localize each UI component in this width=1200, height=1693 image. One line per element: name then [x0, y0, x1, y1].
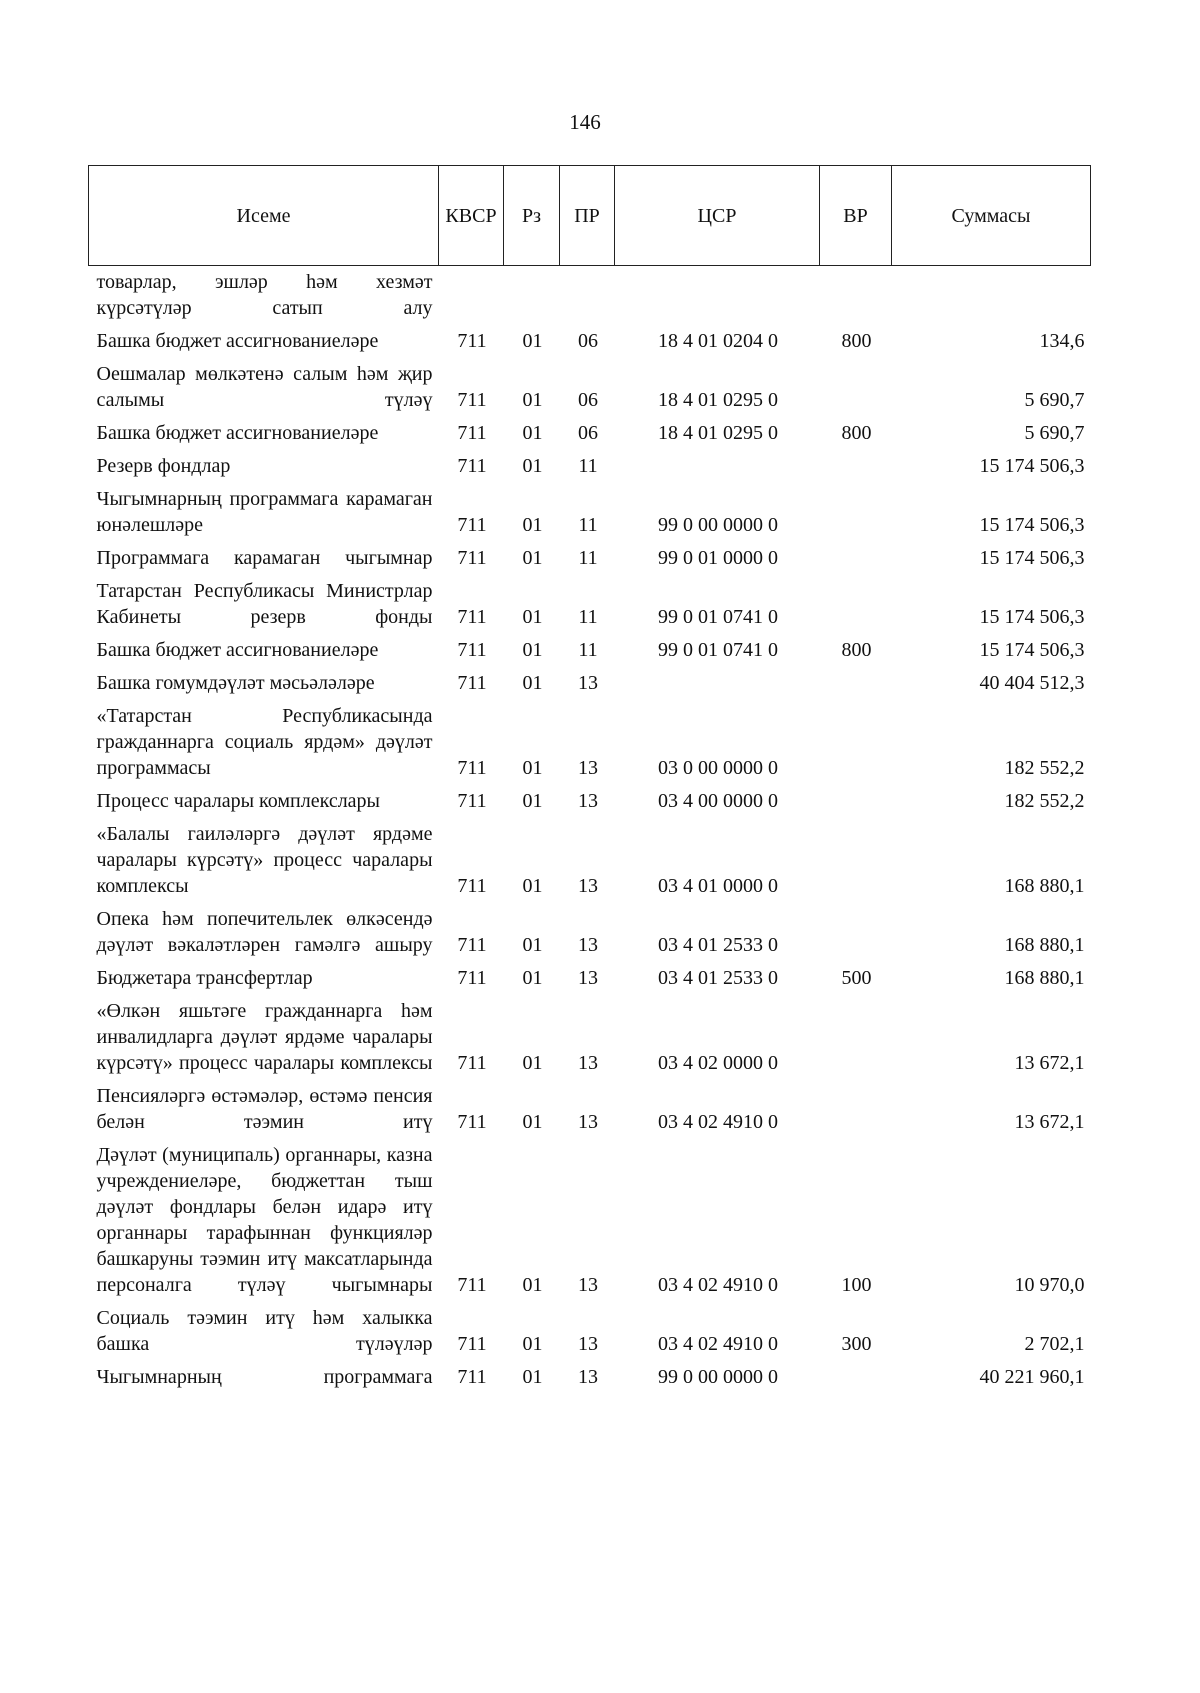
cell-vr	[820, 266, 892, 325]
cell-csr: 03 4 02 0000 0	[658, 1052, 778, 1074]
cell-name: Оешмалар мөлкәтенә салым һәм җир салымы түләү	[96, 363, 433, 411]
cell-sum: 2 702,1	[1024, 1333, 1085, 1355]
cell-pr: 06	[578, 389, 598, 411]
cell-sum: 10 970,0	[1014, 1274, 1085, 1296]
table-row	[89, 324, 1091, 357]
cell-vr	[820, 902, 892, 961]
cell-pr: 06	[578, 330, 598, 352]
header-kvsr: КВСР	[439, 166, 504, 266]
table-row	[89, 266, 1091, 325]
table-row	[89, 574, 1091, 633]
cell-sum: 182 552,2	[1004, 757, 1085, 779]
cell-pr	[560, 266, 615, 325]
table-row	[89, 994, 1091, 1079]
cell-vr: 500	[841, 967, 872, 989]
cell-csr: 03 4 02 4910 0	[658, 1111, 778, 1133]
cell-kvsr	[439, 266, 504, 325]
header-rz: Рз	[504, 166, 560, 266]
table-body	[89, 266, 1091, 1394]
cell-pr: 06	[578, 422, 598, 444]
cell-name: Башка бюджет ассигнованиеләре	[96, 330, 379, 352]
cell-vr	[820, 449, 892, 482]
cell-csr: 99 0 01 0741 0	[658, 639, 778, 661]
cell-vr	[820, 784, 892, 817]
table-row	[89, 1138, 1091, 1301]
cell-kvsr: 711	[457, 639, 487, 661]
cell-pr: 11	[578, 639, 598, 661]
cell-name: Башка бюджет ассигнованиеләре	[96, 639, 379, 661]
cell-kvsr: 711	[457, 330, 487, 352]
cell-kvsr: 711	[457, 1274, 487, 1296]
cell-vr: 100	[841, 1274, 872, 1296]
cell-csr: 03 4 01 0000 0	[658, 875, 778, 897]
table-row	[89, 357, 1091, 416]
cell-vr	[820, 1360, 892, 1393]
cell-name: Башка бюджет ассигнованиеләре	[96, 422, 379, 444]
cell-csr	[615, 449, 820, 482]
cell-sum: 168 880,1	[1004, 934, 1085, 956]
table-row	[89, 449, 1091, 482]
cell-rz: 01	[522, 639, 543, 661]
cell-rz: 01	[522, 790, 543, 812]
cell-name: Программага карамаган чыгымнар	[96, 547, 433, 569]
cell-pr: 13	[578, 757, 598, 779]
cell-kvsr: 711	[457, 967, 487, 989]
cell-sum: 40 404 512,3	[979, 672, 1085, 694]
cell-vr: 800	[841, 330, 872, 352]
table-row	[89, 416, 1091, 449]
cell-kvsr: 711	[457, 606, 487, 628]
cell-kvsr: 711	[457, 875, 487, 897]
cell-name: Опека һәм попечительлек өлкәсендә дәүләт вәкаләтләрен гамәлгә ашыру	[96, 908, 433, 956]
cell-rz: 01	[522, 1052, 543, 1074]
cell-pr: 13	[578, 967, 598, 989]
cell-rz: 01	[522, 422, 543, 444]
cell-name: товарлар, эшләр һәм хезмәт күрсәтүләр сатып алу	[96, 271, 433, 319]
cell-csr: 03 4 02 4910 0	[658, 1274, 778, 1296]
cell-pr: 11	[578, 455, 598, 477]
cell-vr: 800	[841, 422, 872, 444]
cell-vr: 300	[841, 1333, 872, 1355]
cell-sum: 13 672,1	[1014, 1052, 1085, 1074]
header-sum: Суммасы	[892, 166, 1091, 266]
cell-kvsr: 711	[457, 934, 487, 956]
cell-name: «Өлкән яшьтәге гражданнарга һәм инвалидларга дәүләт ярдәме чаралары күрсәтү» процесс чаралары комплексы	[96, 1000, 433, 1074]
cell-name: Процесс чаралары комплекслары	[96, 790, 380, 812]
table-row	[89, 1079, 1091, 1138]
cell-vr	[820, 482, 892, 541]
cell-kvsr: 711	[457, 790, 487, 812]
cell-pr: 11	[578, 514, 598, 536]
cell-rz: 01	[522, 1366, 543, 1388]
cell-pr: 13	[578, 1111, 598, 1133]
cell-kvsr: 711	[457, 422, 487, 444]
cell-name: Дәүләт (муниципаль) органнары, казна учреждениеләре, бюджеттан тыш дәүләт фондлары белән идарә итү органнары тарафыннан функцияләр башкаруны тәэмин итү максатларында персоналга түләү чыгымнары	[96, 1144, 433, 1296]
cell-vr	[820, 817, 892, 902]
cell-pr: 13	[578, 790, 598, 812]
cell-sum: 168 880,1	[1004, 875, 1085, 897]
header-vr: ВР	[820, 166, 892, 266]
cell-sum: 15 174 506,3	[979, 455, 1085, 477]
cell-kvsr: 711	[457, 672, 487, 694]
cell-name: Пенсияләргә өстәмәләр, өстәмә пенсия белән тәэмин итү	[96, 1085, 433, 1133]
cell-pr: 11	[578, 606, 598, 628]
cell-rz: 01	[522, 606, 543, 628]
table-row	[89, 784, 1091, 817]
cell-vr	[820, 666, 892, 699]
cell-kvsr: 711	[457, 757, 487, 779]
cell-rz: 01	[522, 547, 543, 569]
cell-csr: 03 0 00 0000 0	[658, 757, 778, 779]
cell-vr	[820, 574, 892, 633]
header-csr: ЦСР	[615, 166, 820, 266]
cell-csr	[615, 266, 820, 325]
cell-csr: 99 0 00 0000 0	[658, 514, 778, 536]
cell-rz: 01	[522, 672, 543, 694]
table-row	[89, 961, 1091, 994]
cell-csr	[615, 666, 820, 699]
cell-vr	[820, 699, 892, 784]
cell-name: «Татарстан Республикасында гражданнарга социаль ярдәм» дәүләт программасы	[96, 705, 433, 779]
cell-kvsr: 711	[457, 1052, 487, 1074]
table-row	[89, 541, 1091, 574]
cell-pr: 13	[578, 1333, 598, 1355]
cell-pr: 13	[578, 1366, 598, 1388]
table-row	[89, 699, 1091, 784]
cell-sum: 134,6	[1039, 330, 1085, 352]
table-row	[89, 1301, 1091, 1360]
table-row	[89, 817, 1091, 902]
cell-rz: 01	[522, 934, 543, 956]
cell-kvsr: 711	[457, 1111, 487, 1133]
table-row	[89, 666, 1091, 699]
cell-sum: 40 221 960,1	[979, 1366, 1085, 1388]
cell-sum: 15 174 506,3	[979, 547, 1085, 569]
cell-name: Татарстан Республикасы Министрлар Кабинеты резерв фонды	[96, 580, 433, 628]
cell-kvsr: 711	[457, 455, 487, 477]
cell-rz: 01	[522, 1333, 543, 1355]
cell-pr: 13	[578, 934, 598, 956]
cell-name: Резерв фондлар	[96, 455, 231, 477]
cell-name: Социаль тәэмин итү һәм халыкка башка түләүләр	[96, 1307, 433, 1355]
cell-rz: 01	[522, 1111, 543, 1133]
cell-sum: 5 690,7	[1024, 389, 1085, 411]
cell-vr	[820, 541, 892, 574]
budget-table	[88, 165, 1091, 1393]
cell-vr: 800	[841, 639, 872, 661]
cell-name: Чыгымнарның программага	[96, 1366, 433, 1388]
cell-vr	[820, 1079, 892, 1138]
cell-csr: 03 4 01 2533 0	[658, 967, 778, 989]
cell-rz: 01	[522, 330, 543, 352]
cell-rz	[504, 266, 560, 325]
cell-sum: 5 690,7	[1024, 422, 1085, 444]
cell-pr: 13	[578, 1274, 598, 1296]
cell-sum	[892, 266, 1091, 325]
cell-sum: 168 880,1	[1004, 967, 1085, 989]
header-name: Исеме	[89, 166, 439, 266]
cell-name: «Балалы гаиләләргә дәүләт ярдәме чаралары күрсәтү» процесс чаралары комплексы	[96, 823, 433, 897]
cell-csr: 03 4 02 4910 0	[658, 1333, 778, 1355]
cell-csr: 03 4 01 2533 0	[658, 934, 778, 956]
table-row	[89, 902, 1091, 961]
cell-csr: 18 4 01 0295 0	[658, 389, 778, 411]
cell-kvsr: 711	[457, 1333, 487, 1355]
cell-name: Бюджетара трансфертлар	[96, 967, 313, 989]
cell-pr: 13	[578, 1052, 598, 1074]
cell-kvsr: 711	[457, 389, 487, 411]
cell-vr	[820, 357, 892, 416]
cell-vr	[820, 994, 892, 1079]
cell-rz: 01	[522, 757, 543, 779]
cell-rz: 01	[522, 875, 543, 897]
cell-csr: 18 4 01 0295 0	[658, 422, 778, 444]
cell-kvsr: 711	[457, 1366, 487, 1388]
cell-pr: 11	[578, 547, 598, 569]
cell-sum: 15 174 506,3	[979, 639, 1085, 661]
page-number: 146	[569, 110, 601, 134]
cell-kvsr: 711	[457, 547, 487, 569]
cell-rz: 01	[522, 967, 543, 989]
table-row	[89, 1360, 1091, 1393]
cell-pr: 13	[578, 875, 598, 897]
cell-rz: 01	[522, 389, 543, 411]
cell-csr: 03 4 00 0000 0	[658, 790, 778, 812]
cell-rz: 01	[522, 514, 543, 536]
table-header-row	[89, 166, 1091, 266]
cell-csr: 99 0 00 0000 0	[658, 1366, 778, 1388]
cell-name: Башка гомумдәүләт мәсьәләләре	[96, 672, 375, 694]
cell-name: Чыгымнарның программага карамаган юнәлешләре	[96, 488, 433, 536]
cell-kvsr: 711	[457, 514, 487, 536]
cell-csr: 99 0 01 0741 0	[658, 606, 778, 628]
cell-sum: 182 552,2	[1004, 790, 1085, 812]
cell-sum: 15 174 506,3	[979, 514, 1085, 536]
table-row	[89, 482, 1091, 541]
cell-pr: 13	[578, 672, 598, 694]
cell-rz: 01	[522, 455, 543, 477]
cell-sum: 15 174 506,3	[979, 606, 1085, 628]
cell-csr: 18 4 01 0204 0	[658, 330, 778, 352]
table-row	[89, 633, 1091, 666]
cell-rz: 01	[522, 1274, 543, 1296]
header-pr: ПР	[560, 166, 615, 266]
cell-sum: 13 672,1	[1014, 1111, 1085, 1133]
cell-csr: 99 0 01 0000 0	[658, 547, 778, 569]
